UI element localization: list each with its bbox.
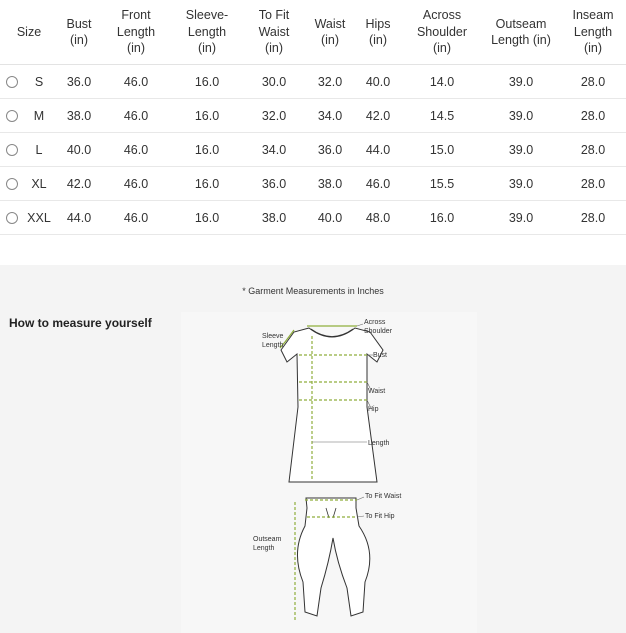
- size-chart-header-row: [0, 0, 626, 65]
- measurement-cell: 39.0: [482, 167, 560, 201]
- column-header-9: [560, 0, 626, 65]
- measurement-cell: 48.0: [354, 201, 402, 235]
- label-sleeve-length-2: Length: [262, 342, 284, 349]
- column-header-line: (in): [368, 33, 388, 47]
- measurement-cell: 39.0: [482, 99, 560, 133]
- size-label: L: [35, 142, 43, 157]
- size-row-s[interactable]: [0, 65, 626, 99]
- column-header-line: (in): [320, 33, 340, 47]
- measurement-cell: 46.0: [100, 133, 172, 167]
- measurement-cell: 46.0: [100, 65, 172, 99]
- size-row-m[interactable]: [0, 99, 626, 133]
- column-header-7: [402, 0, 482, 65]
- column-header-line: Size: [16, 24, 42, 39]
- column-header-line: Outseam: [495, 16, 547, 31]
- measurement-cell: 28.0: [560, 133, 626, 167]
- column-header-4: [242, 0, 306, 65]
- label-across-shoulder-1: Across: [364, 319, 386, 326]
- measurement-cell: 40.0: [58, 133, 100, 167]
- how-to-measure-title: How to measure yourself: [9, 316, 152, 330]
- measurement-cell: 36.0: [242, 167, 306, 201]
- label-waist: Waist: [368, 388, 386, 395]
- size-label: XL: [31, 176, 47, 191]
- measurement-cell: 46.0: [100, 99, 172, 133]
- column-header-line: Length (in): [491, 33, 551, 47]
- measurement-cell: 28.0: [560, 167, 626, 201]
- column-header-line: Length: [573, 24, 613, 39]
- measurement-cell: 16.0: [402, 201, 482, 235]
- size-radio-s[interactable]: [6, 76, 18, 88]
- column-header-line: (in): [264, 41, 284, 56]
- measurement-cell: 44.0: [354, 133, 402, 167]
- column-header-8: [482, 0, 560, 65]
- size-chart-table: [0, 0, 626, 235]
- column-header-2: [100, 0, 172, 65]
- size-radio-xl[interactable]: [6, 178, 18, 190]
- size-chart-body: [0, 65, 626, 235]
- label-hip: Hip: [368, 406, 379, 413]
- measurement-cell: 32.0: [242, 99, 306, 133]
- column-header-line: Across: [422, 8, 462, 23]
- size-cell: [0, 167, 58, 201]
- measurement-cell: 46.0: [100, 167, 172, 201]
- size-label: M: [33, 108, 45, 123]
- label-to-fit-hip: To Fit Hip: [365, 513, 395, 520]
- column-header-line: Front: [121, 8, 151, 23]
- size-radio-m[interactable]: [6, 110, 18, 122]
- column-header-line: (in): [69, 33, 89, 47]
- column-header-line: (in): [197, 41, 217, 56]
- column-header-3: [172, 0, 242, 65]
- label-outseam-length-2: Length: [253, 545, 275, 552]
- size-cell: [0, 201, 58, 235]
- measurement-cell: 38.0: [242, 201, 306, 235]
- measurement-cell: 40.0: [306, 201, 354, 235]
- measurement-cell: 40.0: [354, 65, 402, 99]
- measurement-cell: 28.0: [560, 65, 626, 99]
- measurement-cell: 36.0: [58, 65, 100, 99]
- measurement-cell: 39.0: [482, 133, 560, 167]
- column-header-6: [354, 0, 402, 65]
- column-header-5: [306, 0, 354, 65]
- measurement-cell: 14.5: [402, 99, 482, 133]
- measurement-cell: 15.5: [402, 167, 482, 201]
- measurement-cell: 15.0: [402, 133, 482, 167]
- measurement-cell: 16.0: [172, 99, 242, 133]
- column-header-line: Waist: [258, 24, 290, 39]
- size-row-l[interactable]: [0, 133, 626, 167]
- column-header-line: (in): [583, 41, 603, 56]
- measurement-cell: 16.0: [172, 201, 242, 235]
- measurement-cell: 39.0: [482, 201, 560, 235]
- size-cell: [0, 99, 58, 133]
- column-header-line: Length: [187, 24, 227, 39]
- column-header-line: To Fit: [258, 8, 290, 23]
- size-label: S: [34, 74, 44, 89]
- measurement-cell: 46.0: [354, 167, 402, 201]
- size-cell: [0, 133, 58, 167]
- label-outseam-length-1: Outseam: [253, 536, 282, 543]
- measurement-cell: 34.0: [306, 99, 354, 133]
- column-header-line: Shoulder: [416, 24, 468, 39]
- measurement-cell: 44.0: [58, 201, 100, 235]
- label-bust: Bust: [373, 352, 388, 359]
- size-radio-xxl[interactable]: [6, 212, 18, 224]
- measurement-cell: 30.0: [242, 65, 306, 99]
- label-length: Length: [368, 440, 390, 447]
- measurement-cell: 16.0: [172, 65, 242, 99]
- measurement-note: * Garment Measurements in Inches: [242, 286, 384, 296]
- column-header-line: Sleeve-: [185, 8, 229, 23]
- column-header-line: Hips: [365, 16, 391, 31]
- measurement-cell: 16.0: [172, 133, 242, 167]
- size-row-xl[interactable]: [0, 167, 626, 201]
- measurement-cell: 46.0: [100, 201, 172, 235]
- size-cell: [0, 65, 58, 99]
- measurement-cell: 32.0: [306, 65, 354, 99]
- column-header-line: Waist: [314, 16, 346, 31]
- measurement-cell: 28.0: [560, 99, 626, 133]
- measurement-cell: 42.0: [354, 99, 402, 133]
- column-header-line: (in): [126, 41, 146, 56]
- label-sleeve-length-1: Sleeve: [262, 333, 284, 340]
- measurement-cell: 36.0: [306, 133, 354, 167]
- column-header-line: Inseam: [572, 8, 614, 23]
- size-radio-l[interactable]: [6, 144, 18, 156]
- label-across-shoulder-2: Shoulder: [364, 328, 393, 335]
- column-header-line: Bust: [66, 16, 92, 31]
- measurement-cell: 38.0: [58, 99, 100, 133]
- column-header-line: (in): [432, 41, 452, 56]
- measurement-diagram-svg: [181, 312, 477, 633]
- column-header-1: [58, 0, 100, 65]
- column-header-0: [0, 0, 58, 65]
- measurement-cell: 16.0: [172, 167, 242, 201]
- measurement-cell: 28.0: [560, 201, 626, 235]
- measurement-diagram: [181, 312, 477, 633]
- measurement-cell: 14.0: [402, 65, 482, 99]
- label-to-fit-waist: To Fit Waist: [365, 493, 402, 500]
- size-label: XXL: [27, 210, 51, 225]
- size-row-xxl[interactable]: [0, 201, 626, 235]
- measurement-cell: 34.0: [242, 133, 306, 167]
- measurement-cell: 42.0: [58, 167, 100, 201]
- measurement-cell: 38.0: [306, 167, 354, 201]
- column-header-line: Length: [116, 24, 156, 39]
- measurement-cell: 39.0: [482, 65, 560, 99]
